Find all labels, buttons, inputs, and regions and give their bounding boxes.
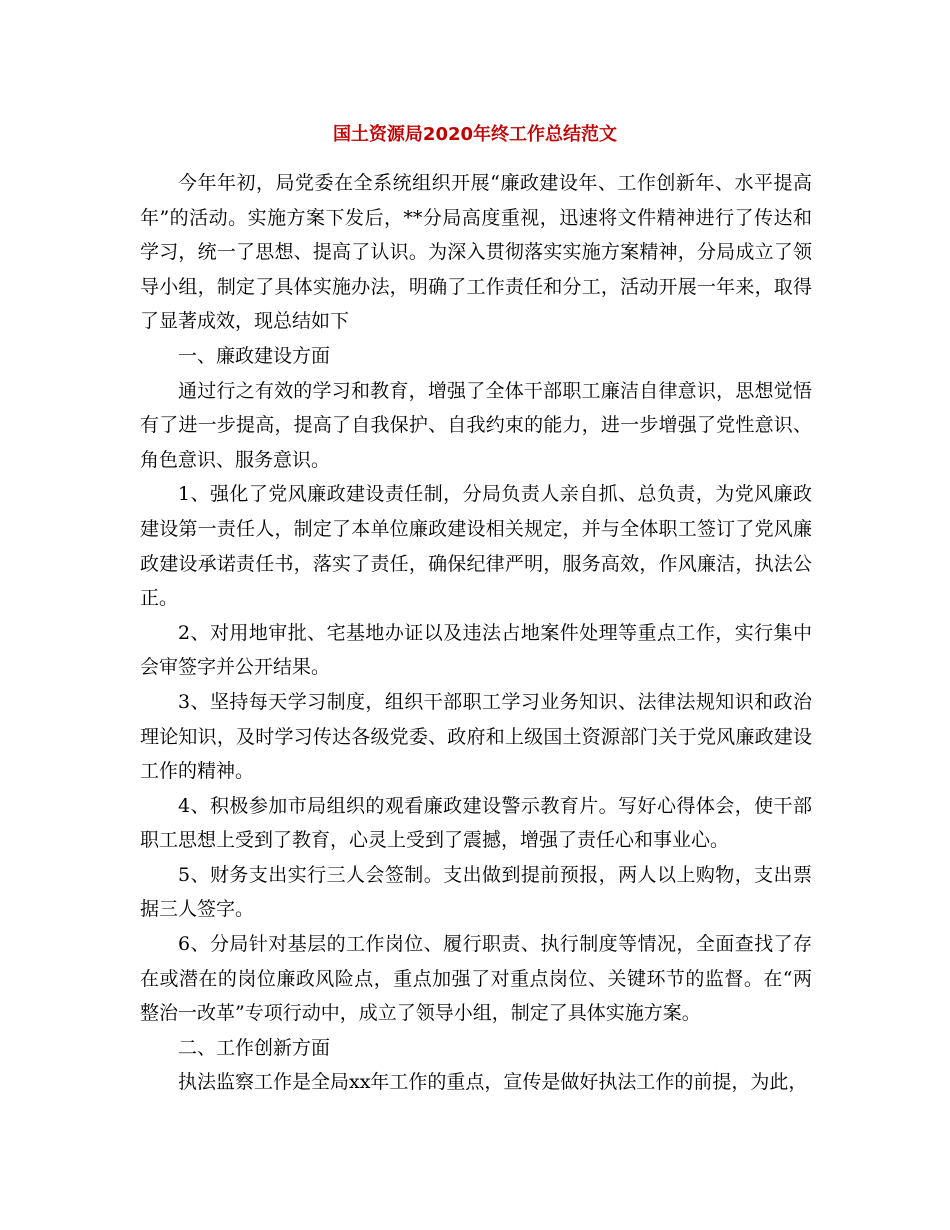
body-paragraph: 通过行之有效的学习和教育，增强了全体干部职工廉洁自律意识，思想觉悟有了进一步提高，提高了自我保护、自我约束的能力，进一步增强了党性意识、角色意识、服务意识。 (140, 379, 812, 471)
document-title: 国土资源局2020年终工作总结范文 (332, 124, 618, 145)
list-item-6: 6、分局针对基层的工作岗位、履行职责、执行制度等情况，全面查找了存在或潜在的岗位廉政风险点，重点加强了对重点岗位、关键环节的监督。在“两整治一改革”专项行动中，成立了领导小组，制定了具体实施方案。 (140, 933, 812, 1025)
document-body (140, 166, 812, 1100)
section-heading-innovation: 二、工作创新方面 (178, 1036, 331, 1059)
list-item-3: 3、坚持每天学习制度，组织干部职工学习业务知识、法律法规知识和政治理论知识，及时学习传达各级党委、政府和上级国土资源部门关于党风廉政建设工作的精神。 (140, 690, 812, 783)
section-heading-integrity: 一、廉政建设方面 (178, 344, 331, 367)
intro-paragraph: 今年年初，局党委在全系统组织开展“廉政建设年、工作创新年、水平提高年”的活动。实施方案下发后，**分局高度重视，迅速将文件精神进行了传达和学习，统一了思想、提高了认识。为深入贯彻落实实施方案精神，分局成立了领导小组，制定了具体实施办法，明确了工作责任和分工，活动开展一年来，取得了显著成效，现总结如下 (140, 172, 812, 333)
list-item-5: 5、财务支出实行三人会签制。支出做到提前预报，两人以上购物，支出票据三人签字。 (140, 863, 812, 921)
list-item-1: 1、强化了党风廉政建设责任制，分局负责人亲自抓、总负责，为党风廉政建设第一责任人，制定了本单位廉政建设相关规定，并与全体职工签订了党风廉政建设承诺责任书，落实了责任，确保纪律严明，服务高效，作风廉洁，执法公正。 (140, 483, 812, 610)
list-item-2: 2、对用地审批、宅基地办证以及违法占地案件处理等重点工作，实行集中会审签字并公开结果。 (140, 621, 812, 679)
body-paragraph-continued: 执法监察工作是全局xx年工作的重点，宣传是做好执法工作的前提，为此， (178, 1071, 808, 1094)
list-item-4: 4、积极参加市局组织的观看廉政建设警示教育片。写好心得体会，使干部职工思想上受到了教育，心灵上受到了震撼，增强了责任心和事业心。 (140, 794, 812, 852)
